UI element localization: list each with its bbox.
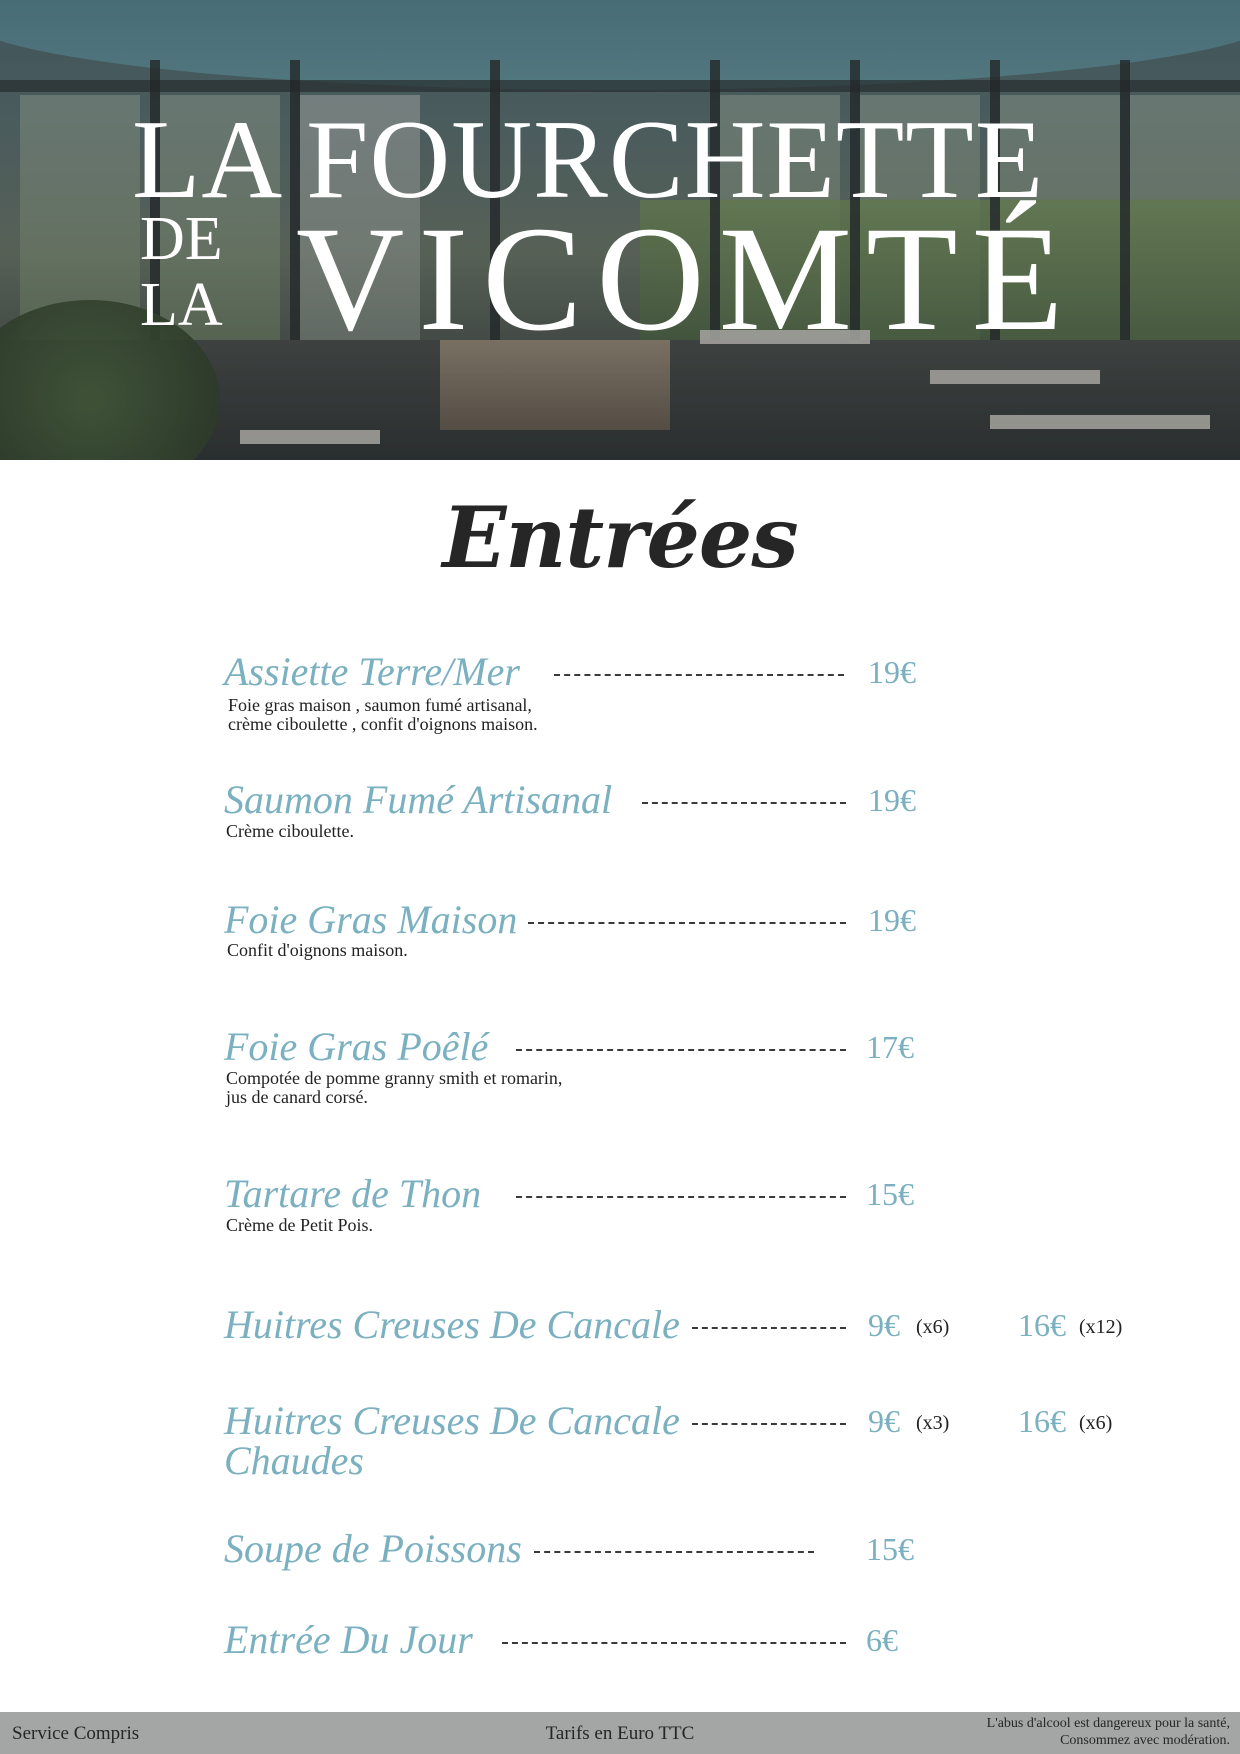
restaurant-title [0,0,1240,460]
leader-dots [516,1196,846,1198]
footer-service: Service Compris [12,1723,140,1744]
leader-dots [502,1642,846,1644]
item-price: 19€ [868,902,916,938]
item-description: Crème ciboulette. [226,821,354,841]
item-quantity-2: (x12) [1079,1316,1123,1338]
item-name: Assiette Terre/Mer [224,649,520,694]
item-price: 9€ [868,1307,900,1343]
item-name: Soupe de Poissons [224,1526,522,1571]
item-price: 17€ [866,1029,914,1065]
leader-dots [692,1423,846,1425]
item-description: Compotée de pomme granny smith et romarin, jus de canard corsé. [226,1068,563,1107]
item-price: 6€ [866,1622,898,1658]
item-price: 19€ [868,654,916,690]
item-name: Foie Gras Poêlé [224,1024,489,1069]
leader-dots [642,802,846,804]
item-price-2: 16€ [1018,1403,1066,1439]
item-price: 15€ [866,1176,914,1212]
item-price-2: 16€ [1018,1307,1066,1343]
item-name: Huitres Creuses De Cancale [224,1302,680,1347]
item-quantity-2: (x6) [1079,1412,1113,1434]
item-description: Confit d'oignons maison. [227,940,408,960]
footer-alcohol-warning: L'abus d'alcool est dangereux pour la santé, Consommez avec modération. [986,1716,1230,1748]
item-name: Saumon Fumé Artisanal [224,777,613,822]
title-la: LA [140,271,223,339]
footer-tarifs: Tarifs en Euro TTC [545,1723,695,1744]
title-line-1: LA FOURCHETTE [132,98,1045,222]
item-description: Crème de Petit Pois. [226,1215,373,1235]
item-quantity: (x6) [916,1316,950,1338]
leader-dots [534,1551,814,1553]
item-quantity: (x3) [916,1412,950,1434]
item-name: Entrée Du Jour [224,1617,473,1662]
leader-dots [692,1327,846,1329]
item-name-line-1: Huitres Creuses De Cancale [224,1398,680,1443]
item-name: Tartare de Thon [224,1171,482,1216]
leader-dots [516,1049,846,1051]
title-line-2: VICOMTÉ [296,196,1078,362]
title-de: DE [140,205,223,273]
footer [0,1712,1240,1754]
section-title: Entrées [442,488,798,587]
item-price: 19€ [868,782,916,818]
item-name: Foie Gras Maison [224,897,518,942]
item-name-line-2: Chaudes [224,1438,364,1483]
item-description: Foie gras maison , saumon fumé artisanal, crème ciboulette , confit d'oignons maison. [228,695,538,734]
leader-dots [554,674,844,676]
item-price: 9€ [868,1403,900,1439]
leader-dots [528,922,846,924]
item-price: 15€ [866,1531,914,1567]
